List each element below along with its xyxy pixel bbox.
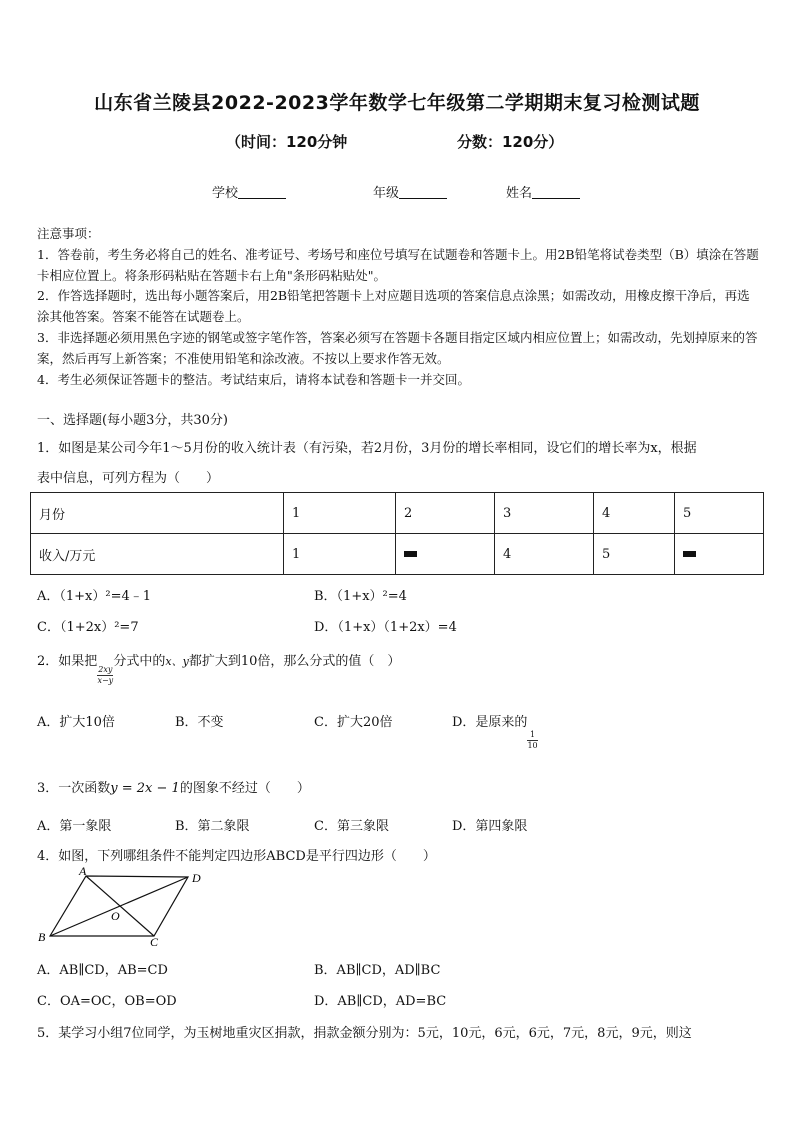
table-cell: 1 bbox=[284, 534, 396, 575]
table-row bbox=[31, 493, 764, 534]
note-item: 3．非选择题必须用黑色字迹的钢笔或签字笔作答，答案必须写在答题卡各题目指定区域内相应位置上；如需改动，先划掉原来的答案，然后再写上新答案；不准使用铅笔和涂改液。不按以上要求作答无效。 bbox=[37, 329, 758, 366]
fraction-numerator: 1 bbox=[527, 730, 537, 741]
table-cell: 5 bbox=[675, 493, 764, 534]
table-cell: 3 bbox=[495, 493, 594, 534]
school-label: 学校 bbox=[212, 186, 239, 201]
q2-suffix: 都扩大到10倍，那么分式的值（ ） bbox=[188, 654, 401, 669]
q2-fraction bbox=[97, 665, 113, 686]
fraction-numerator: 2xy bbox=[98, 665, 113, 674]
name-blank bbox=[532, 184, 580, 199]
q3-option-d: D．第四象限 bbox=[452, 819, 528, 834]
q1-option-c: C．（1+2x）²=7 bbox=[37, 620, 139, 635]
q3-formula: y = 2x − 1 bbox=[110, 781, 180, 796]
q1-text-line1: 1．如图是某公司今年1～5月份的收入统计表（有污染，若2月份，3月份的增长率相同，设它们的增长率为x，根据 bbox=[37, 441, 697, 456]
q3-prefix: 3．一次函数 bbox=[37, 781, 111, 796]
table-cell: 月份 bbox=[31, 493, 284, 534]
q4-option-d: D．AB∥CD，AD=BC bbox=[314, 994, 447, 1009]
vertex-label-b: B bbox=[38, 930, 46, 944]
q4-option-a: A．AB∥CD，AB=CD bbox=[37, 963, 168, 978]
table-cell: 1 bbox=[284, 493, 396, 534]
q1-option-d: D．（1+x）（1+2x）=4 bbox=[314, 620, 457, 635]
q2-option-a: A．扩大10倍 bbox=[37, 715, 115, 730]
q3-option-a: A．第一象限 bbox=[37, 819, 112, 834]
exam-time: （时间：120分钟 bbox=[226, 133, 348, 151]
school-blank bbox=[238, 184, 286, 199]
q2-option-b: B．不变 bbox=[175, 715, 224, 730]
page-title: 山东省兰陵县2022-2023学年数学七年级第二学期期末复习检测试题 bbox=[94, 92, 700, 114]
table-cell: 2 bbox=[396, 493, 495, 534]
q4-text: 4．如图，下列哪组条件不能判定四边形ABCD是平行四边形（ ） bbox=[37, 849, 436, 864]
q3-option-c: C．第三象限 bbox=[314, 819, 389, 834]
q2-option-d-fraction bbox=[527, 730, 537, 751]
table-cell: 4 bbox=[594, 493, 675, 534]
vertex-label-a: A bbox=[79, 864, 87, 878]
q1-option-a: A．（1+x）²=4﹣1 bbox=[37, 589, 152, 604]
vertex-label-d: D bbox=[192, 871, 201, 885]
q1-text-line2: 表中信息，可列方程为（ ） bbox=[37, 471, 220, 486]
grade-label: 年级 bbox=[373, 186, 400, 201]
section-heading: 一、选择题(每小题3分，共30分) bbox=[37, 413, 228, 428]
exam-score: 分数：120分） bbox=[457, 133, 564, 151]
q4-option-b: B．AB∥CD，AD∥BC bbox=[314, 963, 441, 978]
notes-heading: 注意事项： bbox=[37, 226, 100, 241]
vertex-label-c: C bbox=[150, 935, 159, 949]
center-label-o: O bbox=[111, 909, 120, 923]
note-item: 2．作答选择题时，选出每小题答案后，用2B铅笔把答题卡上对应题目选项的答案信息点涂黑；如需改动，用橡皮擦干净后，再选涂其他答案。答案不能答在试题卷上。 bbox=[37, 288, 750, 325]
q3-suffix: 的图象不经过（ ） bbox=[179, 781, 310, 796]
q1-option-b: B．（1+x）²=4 bbox=[314, 589, 407, 604]
ink-smudge bbox=[404, 551, 417, 557]
q2-text bbox=[37, 650, 400, 686]
q2-option-c: C．扩大20倍 bbox=[314, 715, 393, 730]
fraction-denominator: x−y bbox=[97, 676, 114, 685]
name-field bbox=[506, 182, 580, 201]
school-field bbox=[212, 182, 286, 201]
note-item: 4．考生必须保证答题卡的整洁。考试结束后，请将本试卷和答题卡一并交回。 bbox=[37, 371, 470, 387]
exam-notes bbox=[37, 224, 762, 390]
q2-option-d-label: D．是原来的 bbox=[452, 715, 528, 730]
q2-option-d bbox=[452, 711, 538, 751]
grade-blank bbox=[399, 184, 447, 199]
q3-option-b: B．第二象限 bbox=[175, 819, 250, 834]
q2-prefix: 2．如果把 bbox=[37, 654, 98, 669]
q5-text: 5．某学习小组7位同学，为玉树地重灾区捐款，捐款金额分别为：5元，10元，6元，6元，7元，8元，9元，则这 bbox=[37, 1026, 692, 1041]
note-item: 1．答卷前，考生务必将自己的姓名、准考证号、考场号和座位号填写在试题卷和答题卡上。用2B铅笔将试卷类型（B）填涂在答题卡相应位置上。将条形码粘贴在答题卡右上角"条形码粘贴处"。 bbox=[37, 246, 759, 283]
table-cell-smudged bbox=[396, 534, 495, 575]
ink-smudge bbox=[683, 551, 696, 557]
q2-middle: 分式中的 bbox=[113, 654, 166, 669]
diagonal-bd bbox=[50, 877, 188, 936]
fraction-denominator: 10 bbox=[527, 741, 538, 750]
table-cell: 收入/万元 bbox=[31, 534, 284, 575]
q3-text bbox=[37, 777, 310, 796]
grade-field bbox=[373, 182, 447, 201]
table-cell-smudged bbox=[675, 534, 764, 575]
q2-vars: x、y bbox=[165, 655, 189, 668]
table-cell: 5 bbox=[594, 534, 675, 575]
name-label: 姓名 bbox=[506, 186, 533, 201]
q4-option-c: C．OA=OC，OB=OD bbox=[37, 994, 177, 1009]
table-row bbox=[31, 534, 764, 575]
income-table bbox=[30, 492, 764, 575]
parallelogram-figure bbox=[30, 864, 220, 954]
table-cell: 4 bbox=[495, 534, 594, 575]
